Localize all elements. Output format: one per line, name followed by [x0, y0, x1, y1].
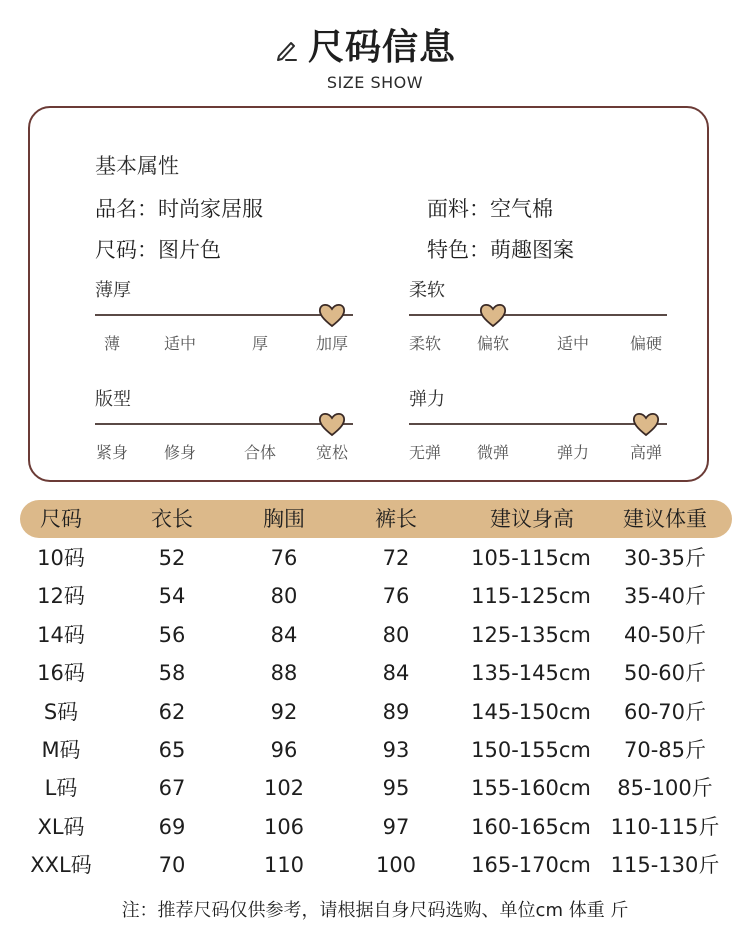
cell-length: 62	[158, 699, 186, 724]
softness-label-3: 适中	[556, 334, 589, 353]
cell-pants-length: 72	[382, 546, 410, 570]
elasticity-heart-marker-icon	[632, 411, 660, 437]
fabric	[427, 193, 553, 223]
cell-length: 65	[158, 738, 186, 762]
cell-height: 165-170cm	[471, 853, 591, 878]
cell-pants-length: 93	[382, 738, 410, 762]
fit-label-4: 宽松	[315, 443, 348, 462]
cell-chest: 102	[263, 776, 305, 801]
elasticity-label-2: 微弹	[476, 443, 509, 462]
cell-pants-length: 95	[382, 776, 410, 801]
cell-pants-length: 97	[382, 814, 410, 839]
fit-label-2: 修身	[163, 443, 196, 462]
thickness-label-3: 厚	[251, 334, 268, 353]
header-length: 衣长	[151, 507, 193, 531]
cell-weight: 70-85斤	[623, 738, 707, 762]
thickness-label-1: 薄	[103, 334, 120, 353]
thickness-scale-line	[95, 314, 353, 316]
softness-label-1: 柔软	[408, 334, 441, 353]
cell-chest: 106	[263, 814, 305, 839]
page-title: 尺码信息	[308, 27, 457, 68]
feature-value: 萌趣图案	[490, 238, 574, 262]
cell-size: 10码	[37, 546, 85, 570]
fabric-value: 空气棉	[490, 197, 553, 221]
softness-scale-title: 柔软	[409, 280, 445, 301]
fit-scale-title: 版型	[95, 389, 131, 410]
elasticity-label-4: 高弹	[629, 443, 662, 462]
elasticity-label-1: 无弹	[408, 443, 441, 462]
feature-label: 特色：	[427, 238, 490, 262]
size-attr	[95, 234, 221, 264]
cell-weight: 30-35斤	[623, 546, 707, 570]
elasticity-scale-title: 弹力	[409, 389, 445, 410]
elasticity-scale-line	[409, 423, 667, 425]
page-subtitle: SIZE SHOW	[326, 73, 424, 92]
cell-pants-length: 100	[375, 853, 417, 878]
product-name	[95, 193, 263, 223]
pencil-icon	[276, 38, 298, 62]
cell-height: 145-150cm	[471, 699, 591, 724]
size-attr-value: 图片色	[158, 238, 221, 262]
cell-chest: 96	[270, 738, 298, 762]
fit-label-3: 合体	[243, 443, 276, 462]
thickness-label-4: 加厚	[315, 334, 348, 353]
softness-scale-line	[409, 314, 667, 316]
cell-height: 160-165cm	[471, 814, 591, 839]
cell-chest: 88	[270, 661, 298, 686]
cell-length: 54	[158, 584, 186, 609]
thickness-label-2: 适中	[163, 334, 196, 353]
cell-length: 52	[158, 546, 186, 570]
cell-pants-length: 76	[382, 584, 410, 609]
feature	[427, 234, 574, 264]
softness-label-4: 偏硬	[629, 334, 662, 353]
cell-size: M码	[41, 738, 81, 762]
softness-label-2: 偏软	[476, 334, 509, 353]
cell-length: 58	[158, 661, 186, 686]
softness-heart-marker-icon	[479, 302, 507, 328]
elasticity-label-3: 弹力	[556, 443, 589, 462]
header-pants-length: 裤长	[375, 507, 417, 531]
fit-label-1: 紧身	[95, 443, 128, 462]
header-size: 尺码	[40, 507, 82, 531]
cell-height: 105-115cm	[471, 546, 591, 570]
cell-height: 135-145cm	[471, 661, 591, 686]
fit-scale-line	[95, 423, 353, 425]
cell-chest: 76	[270, 546, 298, 570]
size-note: 注：推荐尺码仅供参考，请根据自身尺码选购、单位cm 体重 斤	[121, 900, 629, 921]
cell-size: 14码	[37, 622, 85, 647]
thickness-heart-marker-icon	[318, 302, 346, 328]
cell-height: 125-135cm	[471, 622, 591, 647]
cell-weight: 60-70斤	[623, 699, 707, 724]
attributes-heading: 基本属性	[95, 154, 179, 178]
cell-size: XL码	[37, 814, 85, 839]
cell-height: 115-125cm	[471, 584, 591, 609]
cell-weight: 85-100斤	[617, 776, 713, 801]
cell-weight: 40-50斤	[623, 622, 707, 647]
cell-size: 12码	[37, 584, 85, 609]
cell-pants-length: 80	[382, 622, 410, 647]
cell-length: 70	[158, 853, 186, 878]
cell-chest: 110	[263, 853, 305, 878]
cell-weight: 35-40斤	[623, 584, 707, 609]
header-height: 建议身高	[490, 507, 574, 531]
header-weight: 建议体重	[623, 507, 707, 531]
cell-weight: 50-60斤	[623, 661, 707, 686]
cell-chest: 92	[270, 699, 298, 724]
cell-size: S码	[43, 699, 79, 724]
cell-size: XXL码	[30, 853, 92, 878]
product-name-label: 品名：	[95, 197, 158, 221]
product-name-value: 时尚家居服	[158, 197, 263, 221]
fabric-label: 面料：	[427, 197, 490, 221]
cell-weight: 110-115斤	[610, 814, 720, 839]
thickness-scale-title: 薄厚	[95, 280, 131, 301]
cell-height: 150-155cm	[471, 738, 591, 762]
header-chest: 胸围	[263, 507, 305, 531]
cell-size: 16码	[37, 661, 85, 686]
cell-pants-length: 84	[382, 661, 410, 686]
cell-pants-length: 89	[382, 699, 410, 724]
cell-size: L码	[44, 776, 78, 801]
cell-length: 67	[158, 776, 186, 801]
cell-length: 56	[158, 622, 186, 647]
cell-chest: 84	[270, 622, 298, 647]
fit-heart-marker-icon	[318, 411, 346, 437]
size-attr-label: 尺码：	[95, 238, 158, 262]
cell-chest: 80	[270, 584, 298, 609]
cell-height: 155-160cm	[471, 776, 591, 801]
cell-length: 69	[158, 814, 186, 839]
cell-weight: 115-130斤	[610, 853, 720, 878]
